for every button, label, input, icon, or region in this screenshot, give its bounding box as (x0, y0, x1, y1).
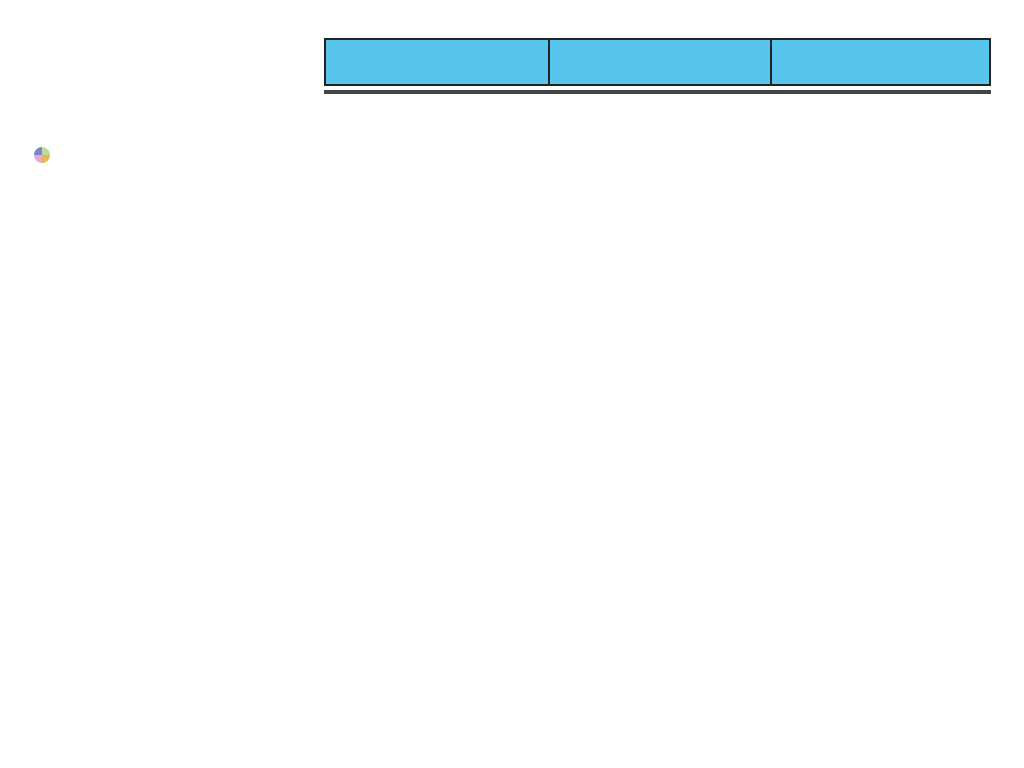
header-b2-cells (770, 40, 989, 84)
b-cell-comparison-table (324, 38, 991, 94)
header-b1-cells (548, 40, 770, 84)
header-property (326, 40, 548, 84)
table-header (324, 38, 991, 86)
quadrant-bullet-icon (34, 147, 50, 163)
table-body (324, 90, 991, 94)
